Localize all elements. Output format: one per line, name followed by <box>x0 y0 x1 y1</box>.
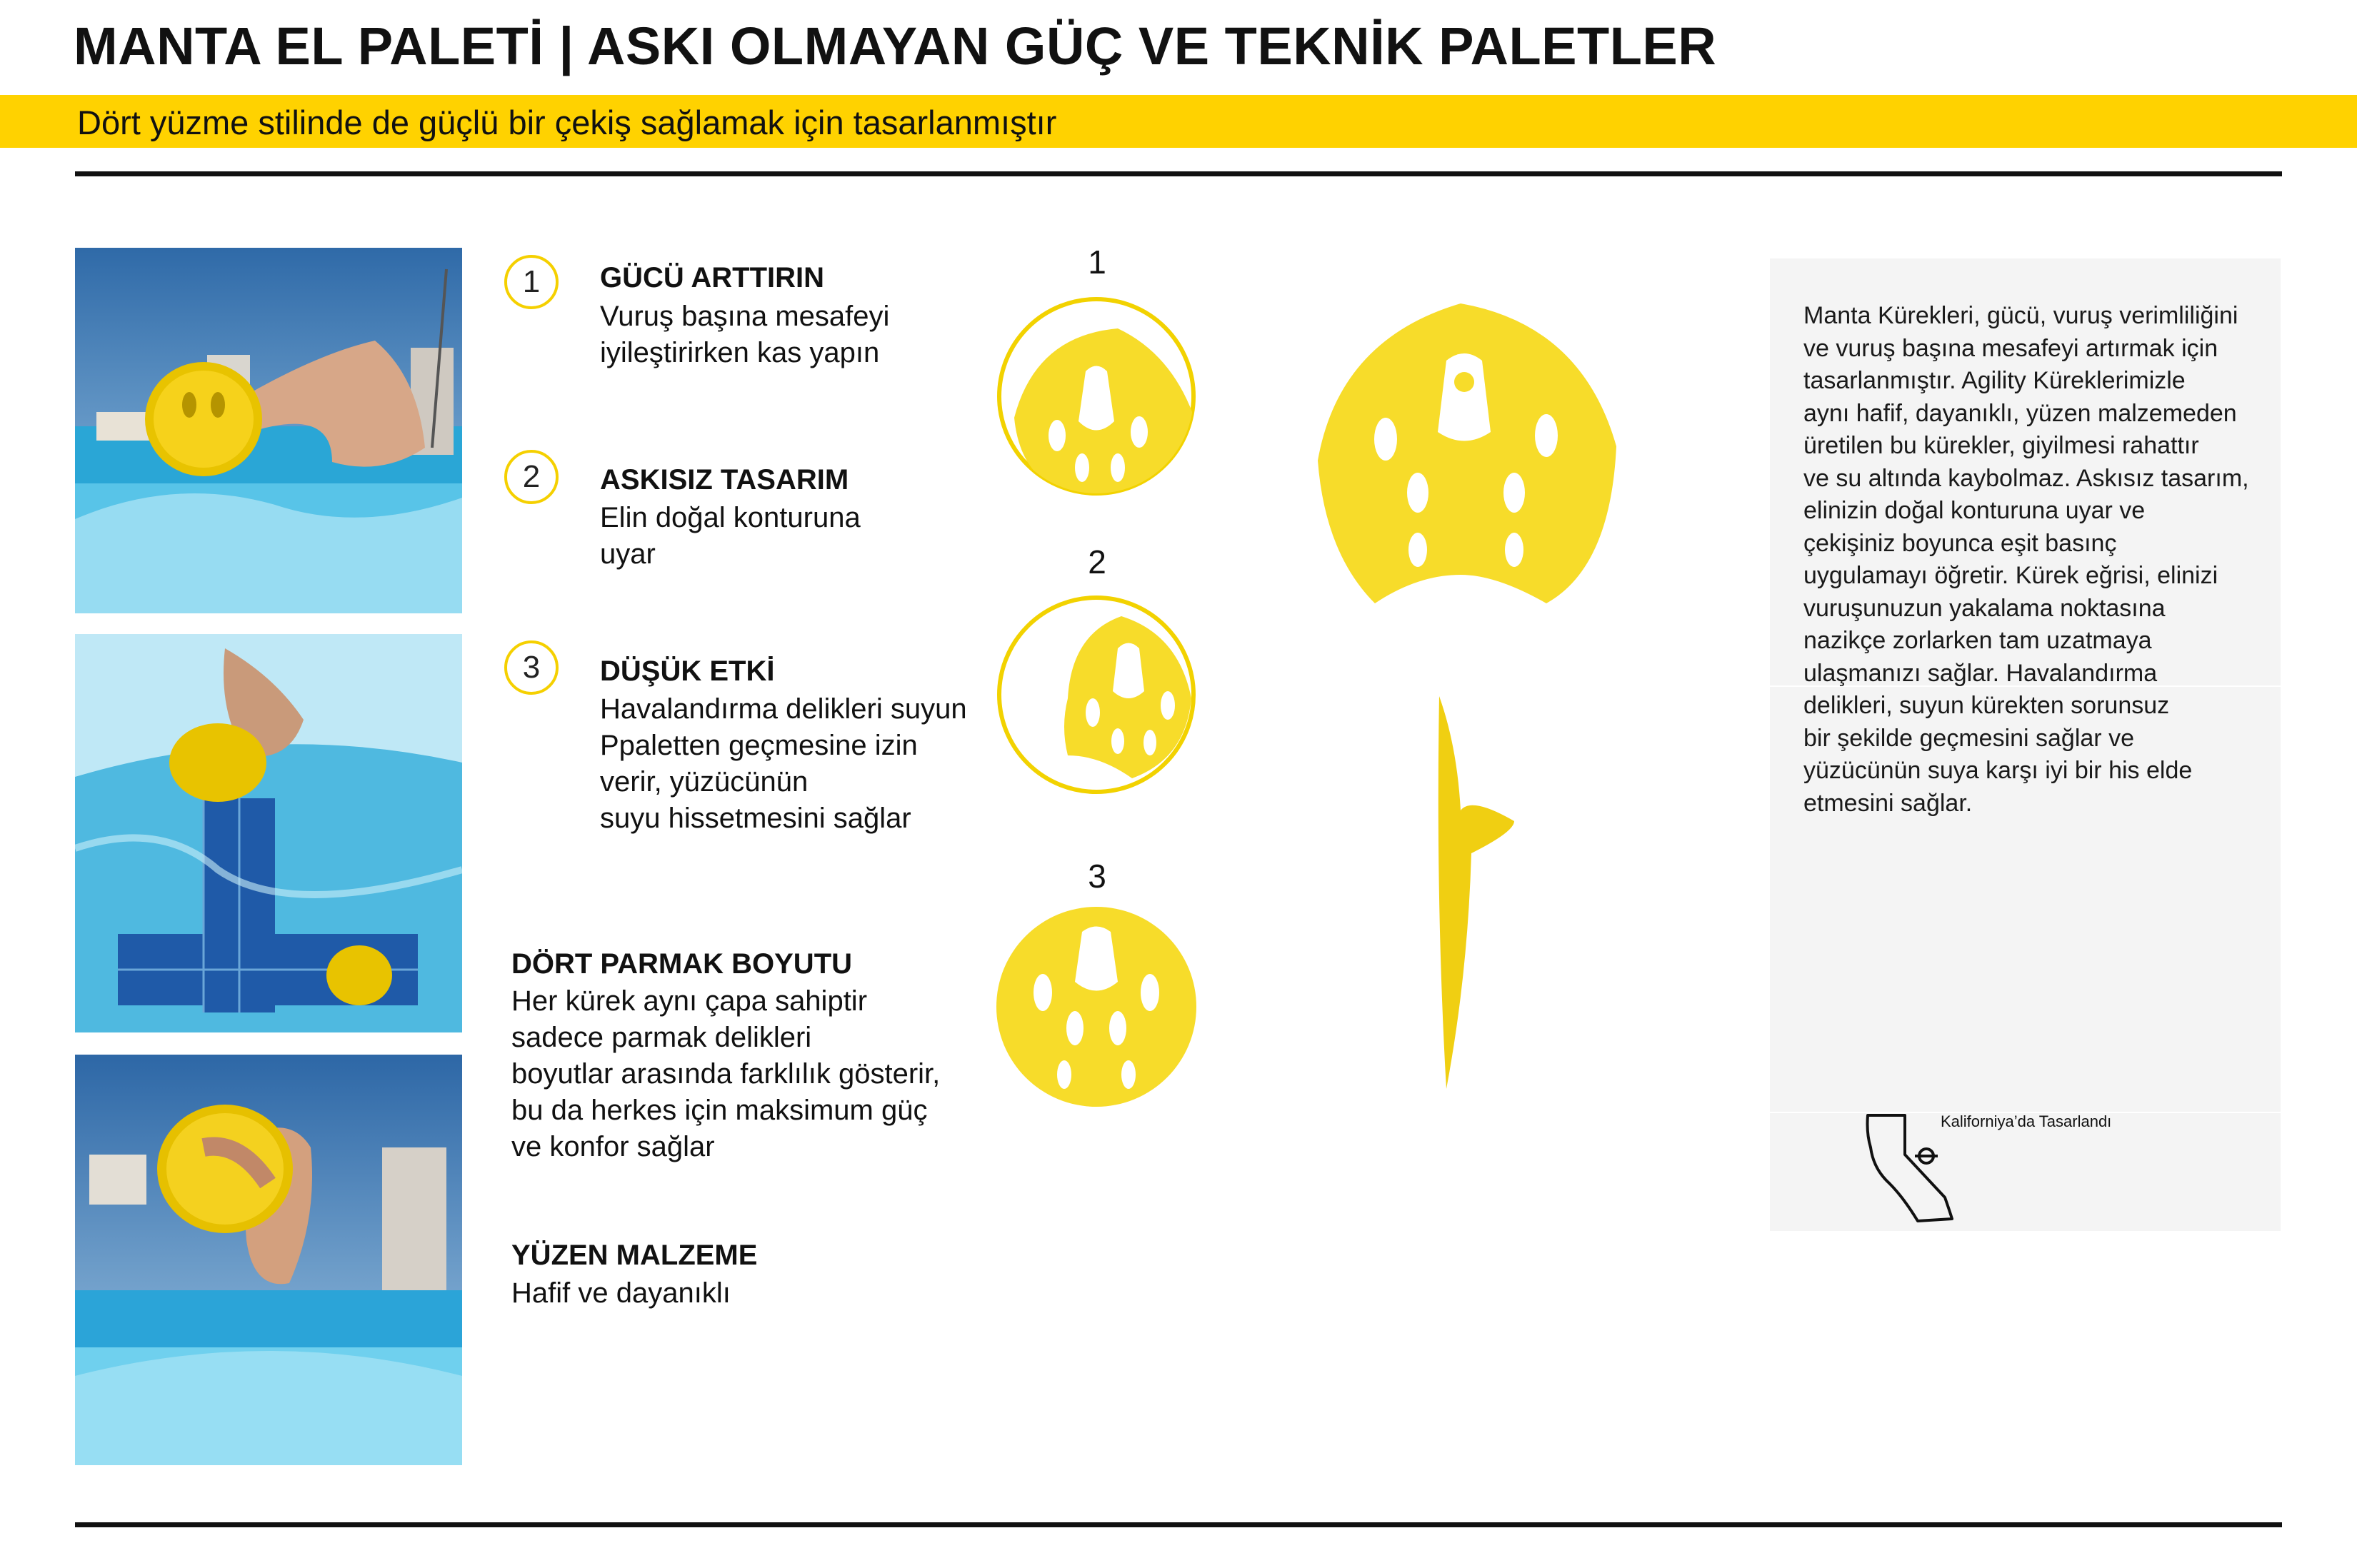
feature-heading: GÜCÜ ARTTIRIN <box>600 262 825 293</box>
feature-text: Vuruş başına mesafeyi iyileştirirken kas yapın <box>600 301 890 368</box>
paddle-diagram-2-icon <box>993 591 1200 798</box>
feature-text: Hafif ve dayanıklı <box>511 1277 731 1309</box>
page-title: MANTA EL PALETİ | ASKI OLMAYAN GÜÇ VE TEKNİK PALETLER <box>74 16 1717 76</box>
swimmer-pull-photo <box>75 1055 462 1465</box>
paddle-front-view-icon <box>1311 296 1625 610</box>
page-subtitle: Dört yüzme stilinde de güçlü bir çekiş sağlamak için tasarlanmıştır <box>77 104 1057 141</box>
feature-text: Havalandırma delikleri suyun Ppaletten geçmesine izin verir, yüzücünün suyu hissetmesini sağlar <box>600 693 967 834</box>
paddle-diagram-1-icon <box>993 293 1200 500</box>
feature-text: Her kürek aynı çapa sahiptir sadece parmak delikleri boyutlar arasında farklılık gösterir, bu da herkes için maksimum güç ve konfor sağlar <box>511 985 941 1162</box>
feature-heading: DÜŞÜK ETKİ <box>600 655 775 687</box>
paddle-side-view-icon <box>1428 689 1521 1096</box>
top-divider <box>75 171 2282 176</box>
swimmer-underwater-photo <box>75 634 462 1032</box>
feature-heading: DÖRT PARMAK BOYUTU <box>511 948 853 980</box>
bottom-divider <box>75 1522 2282 1527</box>
feature-heading: ASKISIZ TASARIM <box>600 464 849 496</box>
paddle-diagram-3-icon <box>993 903 1200 1110</box>
swimmer-freestyle-photo <box>75 248 462 613</box>
feature-number-badge: 3 <box>504 640 559 695</box>
product-description: Manta Kürekleri, gücü, vuruş verimliliğini ve vuruş başına mesafeyi artırmak için tasarlanmıştır. Agility Küreklerimizle aynı hafif, dayanıklı, yüzen malzemeden üretilen bu kürekler, giyilmesi rahattır ve su altında kaybolmaz. Askısız tasarım, elinizin doğal konturuna uyar ve çekişiniz boyunca eşit basınç uygulamayı öğretir. Kürek eğrisi, elinizi vuruşunuzun yakalama noktasına nazikçe zorlarken tam uzatmaya ulaşmanızı sağlar. Havalandırma delikleri, suyun kürekten sorunsuz bir şekilde geçmesini sağlar ve yüzücünün suya karşı iyi bir his elde etmesini sağlar. <box>1803 302 2249 817</box>
feature-number-badge: 2 <box>504 450 559 504</box>
diagram-label: 3 <box>1088 858 1106 895</box>
feature-text: Elin doğal konturuna uyar <box>600 502 861 570</box>
feature-number-badge: 1 <box>504 255 559 309</box>
diagram-label: 1 <box>1088 243 1106 281</box>
feature-heading: YÜZEN MALZEME <box>511 1240 758 1271</box>
diagram-label: 2 <box>1088 543 1106 581</box>
designed-in-california-label: Kaliforniya’da Tasarlandı <box>1941 1112 2112 1130</box>
